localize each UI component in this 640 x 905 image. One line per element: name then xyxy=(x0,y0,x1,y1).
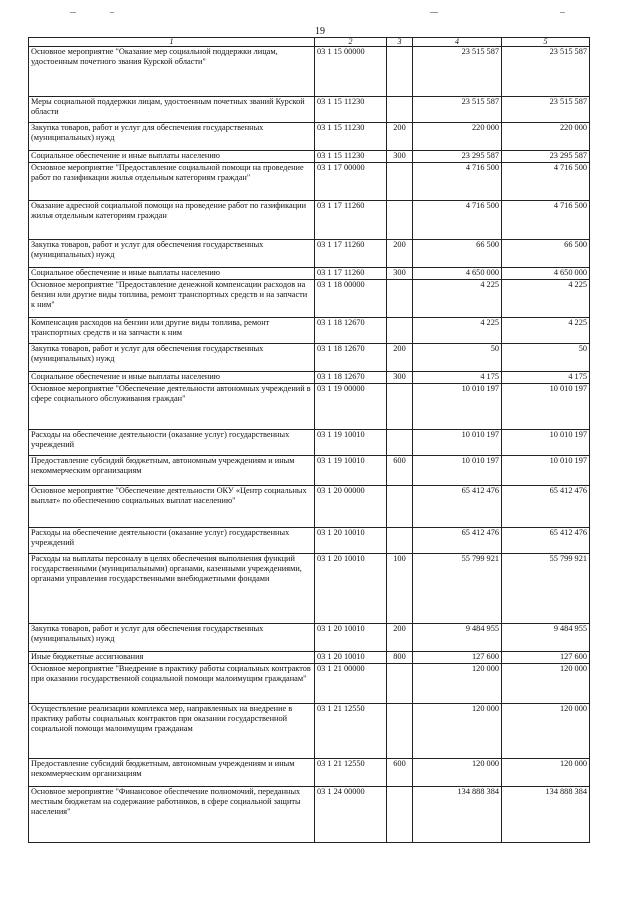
row-amount-2: 120 000 xyxy=(502,759,590,787)
row-amount-2: 4 650 000 xyxy=(502,268,590,280)
row-expense-type: 300 xyxy=(387,372,413,384)
row-code: 03 1 20 10010 xyxy=(315,528,387,554)
row-expense-type xyxy=(387,318,413,344)
table-row xyxy=(29,97,590,123)
row-expense-type xyxy=(387,163,413,201)
row-amount-2: 120 000 xyxy=(502,704,590,759)
row-name: Расходы на обеспечение деятельности (оказание услуг) государственных учреждений xyxy=(29,430,315,456)
row-name: Предоставление субсидий бюджетным, автономным учреждениям и иным некоммерческим организациям xyxy=(29,456,315,486)
row-amount-1: 10 010 197 xyxy=(413,430,502,456)
table-row xyxy=(29,123,590,151)
table-row xyxy=(29,430,590,456)
row-amount-2: 4 716 500 xyxy=(502,163,590,201)
row-code: 03 1 18 00000 xyxy=(315,280,387,318)
row-code: 03 1 15 11230 xyxy=(315,97,387,123)
row-code: 03 1 24 00000 xyxy=(315,787,387,843)
row-expense-type xyxy=(387,704,413,759)
row-amount-2: 4 225 xyxy=(502,318,590,344)
table-row xyxy=(29,47,590,97)
row-amount-2: 10 010 197 xyxy=(502,430,590,456)
row-expense-type xyxy=(387,47,413,97)
table-row xyxy=(29,652,590,664)
table-row xyxy=(29,318,590,344)
row-amount-2: 9 484 955 xyxy=(502,624,590,652)
row-name: Основное мероприятие "Предоставление социальной помощи на проведение работ по газификации жилья отдельным категориям граждан" xyxy=(29,163,315,201)
table-row xyxy=(29,664,590,704)
row-amount-1: 23 515 587 xyxy=(413,47,502,97)
row-name: Основное мероприятие "Оказание мер социальной поддержки лицам, удостоенным почетного звания Курской области" xyxy=(29,47,315,97)
row-expense-type: 600 xyxy=(387,759,413,787)
table-row xyxy=(29,280,590,318)
row-amount-2: 10 010 197 xyxy=(502,384,590,430)
column-header: 1 xyxy=(29,38,315,47)
row-code: 03 1 21 12550 xyxy=(315,759,387,787)
table-row xyxy=(29,486,590,528)
row-code: 03 1 20 10010 xyxy=(315,554,387,624)
row-code: 03 1 17 11260 xyxy=(315,268,387,280)
row-expense-type: 200 xyxy=(387,240,413,268)
row-amount-2: 55 799 921 xyxy=(502,554,590,624)
row-expense-type: 800 xyxy=(387,652,413,664)
row-amount-2: 4 716 500 xyxy=(502,201,590,240)
column-header: 2 xyxy=(315,38,387,47)
row-amount-1: 120 000 xyxy=(413,704,502,759)
row-amount-2: 66 500 xyxy=(502,240,590,268)
scan-artifact xyxy=(560,12,565,13)
table-row xyxy=(29,240,590,268)
row-amount-1: 220 000 xyxy=(413,123,502,151)
row-code: 03 1 20 00000 xyxy=(315,486,387,528)
row-expense-type: 200 xyxy=(387,344,413,372)
row-amount-1: 65 412 476 xyxy=(413,486,502,528)
table-row xyxy=(29,624,590,652)
table-row xyxy=(29,163,590,201)
row-amount-2: 50 xyxy=(502,344,590,372)
row-name: Основное мероприятие "Предоставление денежной компенсации расходов на бензин или другие виды топлива, ремонт транспортных средств и на запчасти к ним" xyxy=(29,280,315,318)
row-amount-1: 120 000 xyxy=(413,664,502,704)
row-code: 03 1 21 12550 xyxy=(315,704,387,759)
row-name: Социальное обеспечение и иные выплаты населению xyxy=(29,151,315,163)
row-code: 03 1 17 11260 xyxy=(315,201,387,240)
row-amount-1: 120 000 xyxy=(413,759,502,787)
row-name: Закупка товаров, работ и услуг для обеспечения государственных (муниципальных) нужд xyxy=(29,344,315,372)
row-name: Социальное обеспечение и иные выплаты населению xyxy=(29,268,315,280)
row-amount-1: 4 175 xyxy=(413,372,502,384)
row-amount-1: 66 500 xyxy=(413,240,502,268)
row-amount-1: 50 xyxy=(413,344,502,372)
row-name: Расходы на обеспечение деятельности (оказание услуг) государственных учреждений xyxy=(29,528,315,554)
row-amount-1: 23 295 587 xyxy=(413,151,502,163)
table-row xyxy=(29,201,590,240)
row-expense-type: 600 xyxy=(387,456,413,486)
row-name: Расходы на выплаты персоналу в целях обеспечения выполнения функций государственными (муниципальными) органами, казенными учреждениями, органами управления государственными внебюджетными фондами xyxy=(29,554,315,624)
row-name: Основное мероприятие "Обеспечение деятельности автономных учреждений в сфере социального обслуживания граждан" xyxy=(29,384,315,430)
row-expense-type: 200 xyxy=(387,123,413,151)
row-name: Меры социальной поддержки лицам, удостоенным почетных званий Курской области xyxy=(29,97,315,123)
page-number: 19 xyxy=(315,26,325,37)
row-name: Основное мероприятие "Обеспечение деятельности ОКУ «Центр социальных выплат» по обеспечению социальных выплат населению" xyxy=(29,486,315,528)
column-header: 3 xyxy=(387,38,413,47)
row-expense-type: 300 xyxy=(387,268,413,280)
row-amount-2: 65 412 476 xyxy=(502,486,590,528)
row-amount-1: 9 484 955 xyxy=(413,624,502,652)
table-row xyxy=(29,384,590,430)
row-expense-type xyxy=(387,486,413,528)
row-expense-type xyxy=(387,97,413,123)
row-code: 03 1 19 00000 xyxy=(315,384,387,430)
row-name: Основное мероприятие "Внедрение в практику работы социальных контрактов при оказании государственной социальной помощи малоимущим гражданам" xyxy=(29,664,315,704)
table-row xyxy=(29,704,590,759)
row-code: 03 1 15 11230 xyxy=(315,151,387,163)
row-expense-type: 200 xyxy=(387,624,413,652)
row-amount-1: 134 888 384 xyxy=(413,787,502,843)
row-code: 03 1 21 00000 xyxy=(315,664,387,704)
row-name: Иные бюджетные ассигнования xyxy=(29,652,315,664)
row-name: Оказание адресной социальной помощи на проведение работ по газификации жилья отдельным категориям граждан xyxy=(29,201,315,240)
row-code: 03 1 17 11260 xyxy=(315,240,387,268)
row-expense-type xyxy=(387,280,413,318)
budget-table xyxy=(28,37,590,843)
scan-artifact xyxy=(70,12,76,13)
row-code: 03 1 15 00000 xyxy=(315,47,387,97)
table-row xyxy=(29,344,590,372)
table-row xyxy=(29,372,590,384)
table-row xyxy=(29,528,590,554)
column-header: 4 xyxy=(413,38,502,47)
row-amount-2: 127 600 xyxy=(502,652,590,664)
row-expense-type: 300 xyxy=(387,151,413,163)
row-code: 03 1 17 00000 xyxy=(315,163,387,201)
table-row xyxy=(29,759,590,787)
row-amount-2: 23 515 587 xyxy=(502,47,590,97)
row-code: 03 1 18 12670 xyxy=(315,344,387,372)
row-expense-type xyxy=(387,430,413,456)
row-amount-2: 65 412 476 xyxy=(502,528,590,554)
row-amount-1: 65 412 476 xyxy=(413,528,502,554)
row-name: Основное мероприятие "Финансовое обеспечение полномочий, переданных местным бюджетам на содержание работников, в сфере социальной защиты населения" xyxy=(29,787,315,843)
header-row xyxy=(29,38,590,47)
row-name: Социальное обеспечение и иные выплаты населению xyxy=(29,372,315,384)
row-expense-type xyxy=(387,384,413,430)
row-amount-1: 127 600 xyxy=(413,652,502,664)
row-name: Осуществление реализации комплекса мер, направленных на внедрение в практику работы социальных контрактов при оказании государственной социальной помощи малоимущим гражданам xyxy=(29,704,315,759)
row-code: 03 1 19 10010 xyxy=(315,456,387,486)
table-row xyxy=(29,456,590,486)
row-code: 03 1 20 10010 xyxy=(315,652,387,664)
row-amount-1: 10 010 197 xyxy=(413,456,502,486)
table-row xyxy=(29,268,590,280)
row-amount-1: 4 225 xyxy=(413,280,502,318)
row-expense-type xyxy=(387,664,413,704)
row-name: Предоставление субсидий бюджетным, автономным учреждениям и иным некоммерческим организациям xyxy=(29,759,315,787)
table-row xyxy=(29,787,590,843)
row-amount-2: 10 010 197 xyxy=(502,456,590,486)
row-amount-2: 23 295 587 xyxy=(502,151,590,163)
row-name: Компенсация расходов на бензин или другие виды топлива, ремонт транспортных средств и на запчасти к ним xyxy=(29,318,315,344)
row-expense-type xyxy=(387,787,413,843)
row-amount-2: 220 000 xyxy=(502,123,590,151)
row-amount-1: 4 716 500 xyxy=(413,201,502,240)
row-amount-1: 55 799 921 xyxy=(413,554,502,624)
scan-artifact xyxy=(110,12,114,13)
row-amount-1: 4 650 000 xyxy=(413,268,502,280)
row-amount-2: 23 515 587 xyxy=(502,97,590,123)
row-code: 03 1 19 10010 xyxy=(315,430,387,456)
row-name: Закупка товаров, работ и услуг для обеспечения государственных (муниципальных) нужд xyxy=(29,240,315,268)
row-expense-type xyxy=(387,201,413,240)
row-amount-1: 23 515 587 xyxy=(413,97,502,123)
row-code: 03 1 20 10010 xyxy=(315,624,387,652)
row-amount-2: 4 175 xyxy=(502,372,590,384)
scan-artifact xyxy=(430,12,438,13)
row-code: 03 1 18 12670 xyxy=(315,318,387,344)
row-expense-type xyxy=(387,528,413,554)
row-amount-1: 4 716 500 xyxy=(413,163,502,201)
row-name: Закупка товаров, работ и услуг для обеспечения государственных (муниципальных) нужд xyxy=(29,123,315,151)
table-row xyxy=(29,554,590,624)
row-amount-2: 120 000 xyxy=(502,664,590,704)
row-amount-1: 4 225 xyxy=(413,318,502,344)
row-code: 03 1 15 11230 xyxy=(315,123,387,151)
row-amount-2: 134 888 384 xyxy=(502,787,590,843)
table-row xyxy=(29,151,590,163)
row-name: Закупка товаров, работ и услуг для обеспечения государственных (муниципальных) нужд xyxy=(29,624,315,652)
row-amount-1: 10 010 197 xyxy=(413,384,502,430)
row-amount-2: 4 225 xyxy=(502,280,590,318)
row-expense-type: 100 xyxy=(387,554,413,624)
column-header: 5 xyxy=(502,38,590,47)
row-code: 03 1 18 12670 xyxy=(315,372,387,384)
